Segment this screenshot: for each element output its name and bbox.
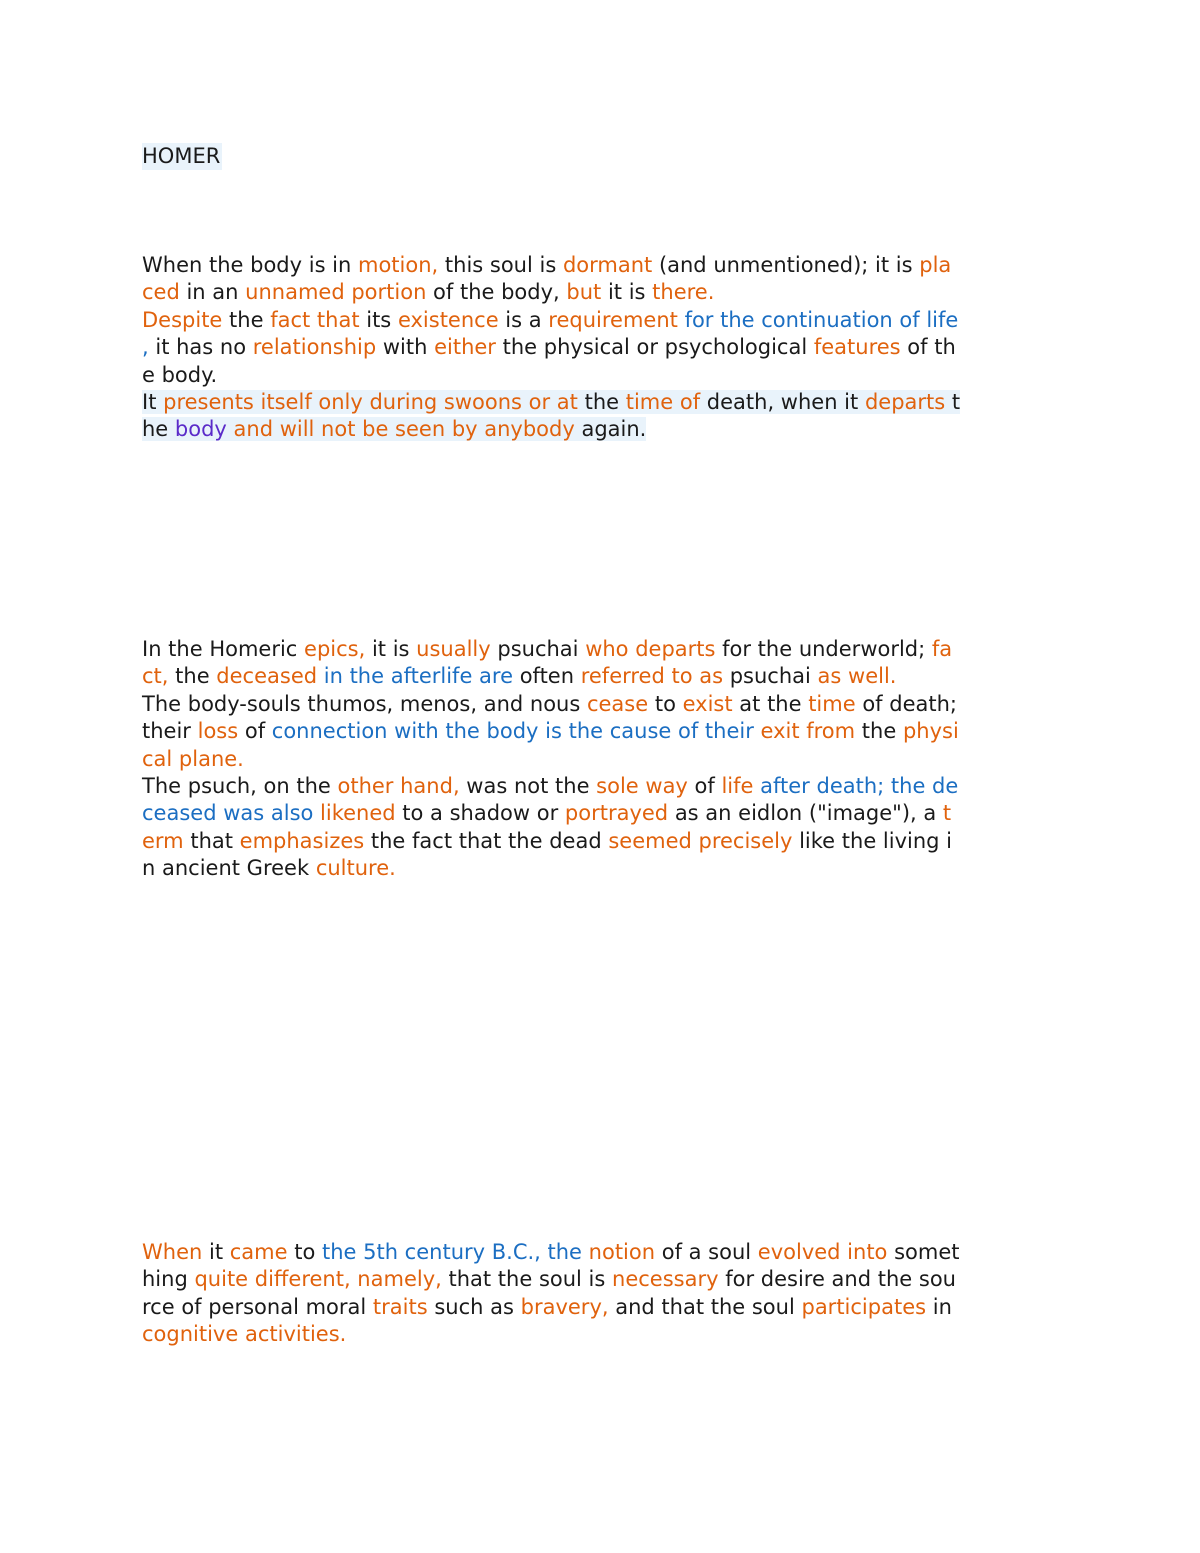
text-segment-orange: deceased [216,664,318,689]
text-segment-orange: Despite [142,307,223,332]
text-segment-dark: in [926,1294,952,1319]
text-segment-dark: the fact that the dead [364,828,609,853]
line-text [142,692,957,716]
line-text [142,253,951,277]
text-line [142,389,1062,416]
text-segment-blue: in the afterlife are [317,664,514,689]
text-segment-orange: epics, [304,637,366,661]
text-segment-dark: of [687,773,722,798]
text-line [142,1266,1062,1293]
text-segment-orange: unnamed portion [245,280,427,305]
text-segment-orange: fact that [270,307,360,332]
text-segment-dark: (and unmentioned); it is [652,253,920,277]
text-line [142,800,1062,827]
text-segment-dark: It [142,389,164,414]
text-segment-orange: time of [625,389,701,414]
text-segment-dark: hing [142,1267,195,1292]
text-segment-dark: of the body, [426,280,567,305]
text-segment-orange: sole way [596,773,688,798]
text-segment-orange: time [808,691,856,716]
text-segment-dark: e body. [142,362,218,387]
line-text [142,1240,959,1264]
text-segment-dark: death, when it [700,389,865,414]
text-segment-dark: to a shadow or [395,801,565,826]
text-segment-dark: When the body is in [142,253,358,277]
text-segment-dark: was not the [459,773,597,798]
text-segment-orange: motion, [358,253,439,277]
text-segment-orange: loss [197,719,239,744]
text-segment-dark: that the soul is [441,1267,613,1292]
text-segment-orange: cease [586,691,649,716]
text-segment-blue: ceased was also [142,801,314,826]
text-segment-dark: the [577,389,626,414]
text-segment-blue: after death; the de [753,773,959,798]
text-segment-orange: there. [652,280,715,305]
text-segment-orange: pla [919,253,952,277]
text-segment-dark: and that the soul [608,1294,802,1319]
text-segment-dark: t [945,389,961,414]
line-text [142,664,896,688]
text-segment-orange: culture. [315,856,396,881]
text-line [142,691,1062,718]
text-segment-orange: ced [142,280,180,305]
text-segment-dark: it [202,1240,230,1264]
text-segment-orange: departs [864,389,946,414]
line-text [142,280,714,304]
text-segment-dark: in an [179,280,246,305]
text-line [142,252,1062,279]
text-segment-orange: fa [931,637,953,661]
text-segment-dark: psuchai [490,637,586,661]
text-line [142,334,1062,361]
text-line [142,855,1062,882]
text-segment-orange: erm [142,828,184,853]
text-segment-orange: exit from [753,719,856,744]
text-segment-orange: requirement [548,307,678,332]
text-segment-dark: psuchai [723,664,818,689]
paragraph-fifth-century [142,1239,1062,1349]
text-segment-dark: rce of personal moral [142,1294,373,1319]
text-segment-orange: When [142,1240,203,1264]
text-line [142,1294,1062,1321]
text-segment-orange: life [721,773,754,798]
text-segment-dark: again. [574,417,647,442]
text-segment-orange: as well. [817,664,897,689]
text-segment-dark: of th [900,335,956,360]
line-text [142,637,952,661]
line-text [142,308,958,332]
text-segment-orange: features [813,335,901,360]
text-segment-orange: who departs [585,637,716,661]
line-text [142,335,956,359]
text-segment-dark: The psuch, on the [142,773,338,798]
text-line [142,663,1062,690]
text-segment-orange: usually [416,637,491,661]
text-line [142,636,1062,663]
text-segment-dark: it is [601,280,653,305]
text-segment-blue: the 5th century B.C., the [321,1240,582,1264]
text-line [142,746,1062,773]
text-line [142,1321,1062,1348]
text-segment-dark: its [359,307,398,332]
text-segment-dark: he [142,417,175,442]
text-segment-dark: the [168,664,217,689]
text-segment-dark: the [222,307,271,332]
text-segment-orange: emphasizes [239,828,365,853]
document-title: HOMER [142,144,221,168]
line-text [142,363,217,387]
text-segment-orange: portrayed [564,801,669,826]
text-segment-dark: the [855,719,903,744]
text-segment-orange: participates [801,1294,927,1319]
paragraph-homeric-epics [142,636,1062,883]
text-segment-blue: connection with the body is the cause of their [271,719,754,744]
text-segment-dark: of [238,719,272,744]
text-segment-orange: cognitive activities. [142,1322,347,1347]
line-text [142,719,959,743]
line-text [142,801,951,825]
text-segment-orange: likened [313,801,396,826]
line-text [142,1322,346,1346]
text-segment-orange: referred to as [580,664,724,689]
text-segment-orange: quite different, namely, [194,1267,442,1292]
text-segment-orange: but [566,280,602,305]
text-segment-dark: n ancient Greek [142,856,316,881]
text-line [142,416,1062,443]
line-text [142,856,396,880]
text-segment-dark: is a [498,307,549,332]
text-segment-dark: that [183,828,240,853]
text-line [142,362,1062,389]
highlighted-line-text [142,390,960,414]
text-segment-dark: their [142,719,198,744]
text-segment-orange: and will not be seen by anybody [226,417,575,442]
text-line [142,1239,1062,1266]
text-segment-orange: bravery, [520,1294,609,1319]
text-segment-orange: existence [397,307,499,332]
text-segment-blue: , [142,335,149,360]
highlighted-line-text [142,417,646,441]
text-segment-dark: for desire and the sou [718,1267,956,1292]
text-segment-dark: for the underworld; [715,637,932,661]
text-segment-orange: necessary [612,1267,719,1292]
text-segment-dark: to [287,1240,322,1264]
text-segment-dark: with [376,335,435,360]
text-segment-dark: such as [427,1294,521,1319]
text-segment-dark: somet [887,1240,960,1264]
text-segment-dark: The body-souls thumos, menos, and nous [142,691,587,716]
text-line [142,718,1062,745]
text-segment-dark: often [513,664,581,689]
text-segment-orange: came [229,1240,288,1264]
text-segment-orange: seemed precisely [608,828,793,853]
text-segment-dark: it has no [148,335,253,360]
text-segment-orange: other hand, [337,773,460,798]
text-segment-orange: dormant [562,253,653,277]
text-segment-orange: exist [682,691,733,716]
text-segment-orange: cal plane. [142,746,244,771]
paragraph-soul-dormant [142,252,1062,444]
text-line [142,307,1062,334]
text-segment-orange: traits [372,1294,428,1319]
text-segment-dark: this soul is [438,253,563,277]
text-segment-orange: relationship [252,335,377,360]
text-segment-dark: of a soul [655,1240,758,1264]
text-segment-orange: physi [902,719,959,744]
text-segment-dark: it is [365,637,417,661]
line-text [142,747,244,771]
text-segment-blue: for the continuation of life [677,307,959,332]
text-segment-dark: to [648,691,683,716]
line-text [142,774,958,798]
text-segment-purple: body [174,417,227,442]
text-segment-orange: notion [581,1240,656,1264]
text-line [142,279,1062,306]
text-segment-orange: either [434,335,496,360]
text-segment-orange: presents itself only during swoons or at [163,389,578,414]
text-line [142,773,1062,800]
text-segment-orange: ct, [142,664,169,689]
line-text [142,1267,956,1291]
text-line [142,828,1062,855]
text-segment-dark: In the Homeric [142,637,305,661]
text-segment-dark: as an eidlon ("image"), a [668,801,943,826]
text-segment-orange: evolved into [757,1240,888,1264]
text-segment-dark: the physical or psychological [495,335,814,360]
text-segment-dark: like the living i [792,828,952,853]
line-text [142,1295,952,1319]
text-segment-orange: t [942,801,952,826]
line-text [142,829,952,853]
text-segment-dark: of death; [855,691,957,716]
text-segment-dark: at the [732,691,809,716]
